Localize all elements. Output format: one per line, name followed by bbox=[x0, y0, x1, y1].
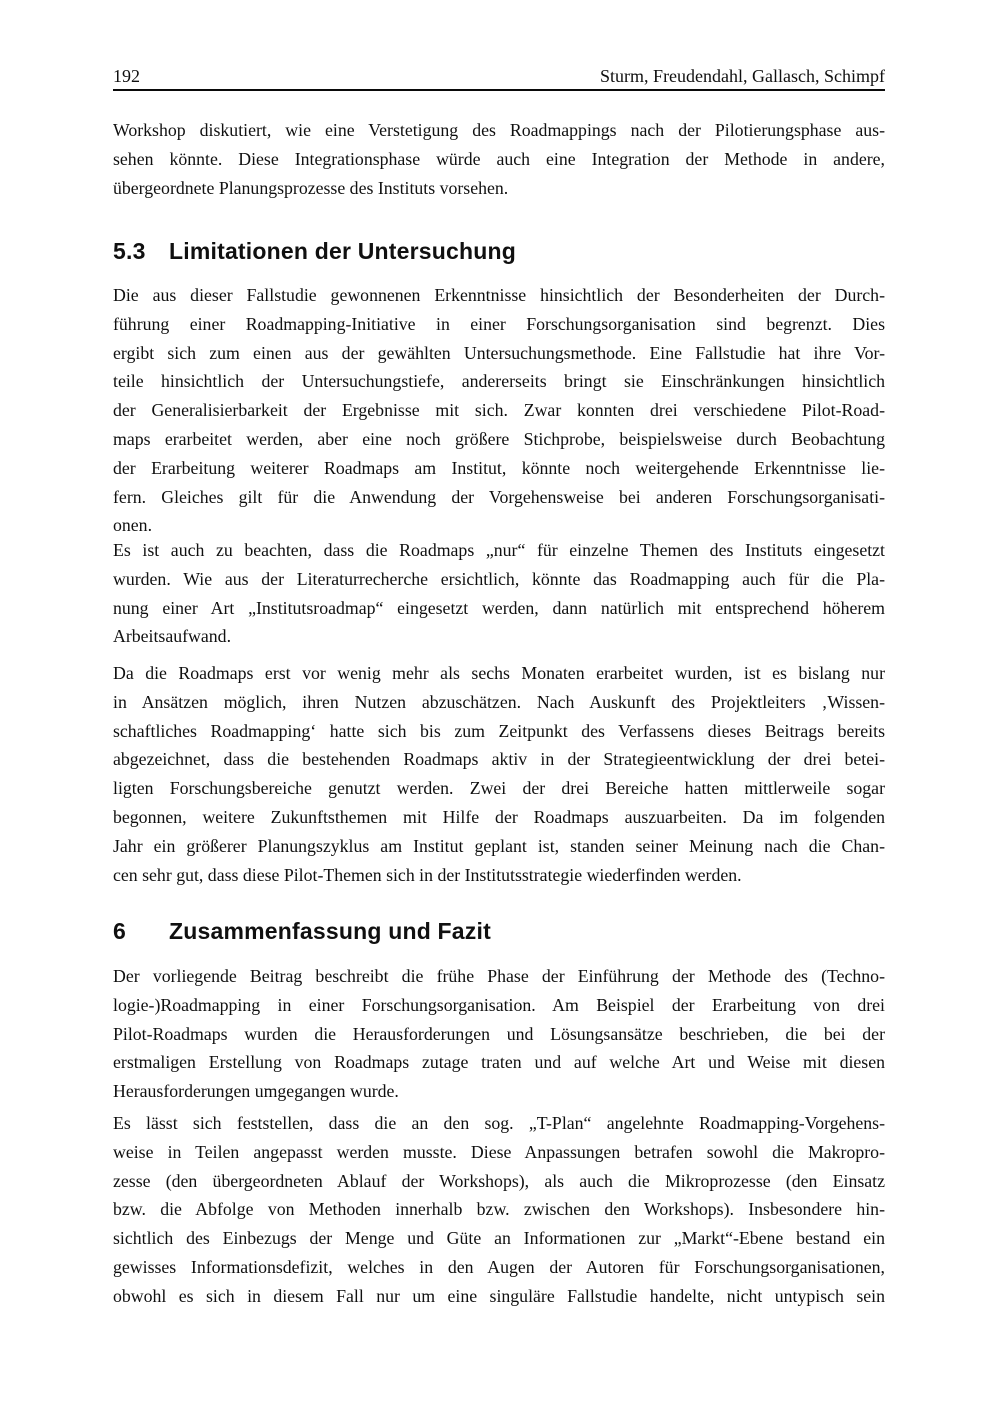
paragraph-intro bbox=[113, 116, 885, 202]
text-line: sichtlich des Einbezugs der Menge und Güte an Informationen zur „Markt“-Ebene bestand ein bbox=[113, 1228, 885, 1249]
paragraph-summary-2 bbox=[113, 1109, 885, 1311]
text-line: ligten Forschungsbereiche genutzt werden. Zwei der drei Bereiche hatten mittlerweile sogar bbox=[113, 778, 885, 799]
text-line: weise in Teilen angepasst werden musste. Diese Anpassungen betrafen sowohl die Makropro- bbox=[113, 1141, 885, 1162]
text-line: Jahr ein größerer Planungszyklus am Institut geplant ist, standen seiner Meinung nach die Chan- bbox=[113, 835, 885, 856]
text-line: fern. Gleiches gilt für die Anwendung der Vorgehensweise bei anderen Forschungsorganisati- bbox=[113, 486, 885, 507]
text-line: ergibt sich zum einen aus der gewählten Untersuchungsmethode. Eine Fallstudie hat ihre Vor- bbox=[113, 342, 885, 363]
paragraph-limitations-1 bbox=[113, 281, 885, 540]
paragraph-limitations-2 bbox=[113, 536, 885, 651]
text-line: wurden. Wie aus der Literaturrecherche ersichtlich, könnte das Roadmapping auch für die Pla- bbox=[113, 568, 885, 589]
section-title: Zusammenfassung und Fazit bbox=[169, 918, 491, 944]
text-line: obwohl es sich in diesem Fall nur um eine singuläre Fallstudie handelte, nicht untypisch sein bbox=[113, 1285, 885, 1306]
text-line: Arbeitsaufwand. bbox=[113, 626, 232, 647]
running-authors: Sturm, Freudendahl, Gallasch, Schimpf bbox=[600, 66, 885, 86]
text-line: Die aus dieser Fallstudie gewonnenen Erkenntnisse hinsichtlich der Besonderheiten der Durch- bbox=[113, 285, 885, 305]
text-line: Es lässt sich feststellen, dass die an den sog. „T-Plan“ angelehnte Roadmapping-Vorgehens- bbox=[113, 1113, 885, 1133]
section-title: Limitationen der Untersuchung bbox=[169, 238, 516, 264]
text-line: Da die Roadmaps erst vor wenig mehr als sechs Monaten erarbeitet wurden, ist es bislang nur bbox=[113, 663, 885, 683]
page-number: 192 bbox=[113, 66, 140, 86]
text-line: zesse (den übergeordneten Ablauf der Workshops), als auch die Mikroprozesse (den Einsatz bbox=[113, 1170, 885, 1191]
text-line: cen sehr gut, dass diese Pilot-Themen sich in der Institutsstrategie wiederfinden werden. bbox=[113, 864, 742, 885]
text-line: Der vorliegende Beitrag beschreibt die frühe Phase der Einführung der Methode des (Techno- bbox=[113, 966, 885, 986]
text-line: in Ansätzen möglich, ihren Nutzen abzuschätzen. Nach Auskunft des Projektleiters ‚Wissen- bbox=[113, 691, 885, 712]
text-line: gewisses Informationsdefizit, welches in den Augen der Autoren für Forschungsorganisationen, bbox=[113, 1256, 885, 1277]
text-line: Workshop diskutiert, wie eine Verstetigung des Roadmappings nach der Pilotierungsphase aus- bbox=[113, 120, 885, 140]
text-line: Herausforderungen umgegangen wurde. bbox=[113, 1081, 399, 1102]
header-rule bbox=[113, 89, 885, 91]
text-line: schaftliches Roadmapping‘ hatte sich bis zum Zeitpunkt des Verfassens dieses Beitrags bereits bbox=[113, 720, 885, 741]
paragraph-summary-1 bbox=[113, 962, 885, 1106]
text-line: teile hinsichtlich der Untersuchungstiefe, andererseits bringt sie Einschränkungen hinsichtlich bbox=[113, 371, 885, 392]
text-line: begonnen, weitere Zukunftsthemen mit Hilfe der Roadmaps auszuarbeiten. Da im folgenden bbox=[113, 806, 885, 827]
page-header bbox=[113, 66, 885, 86]
text-line: der Generalisierbarkeit der Ergebnisse mit sich. Zwar konnten drei verschiedene Pilot-Road- bbox=[113, 400, 885, 421]
text-line: sehen könnte. Diese Integrationsphase würde auch eine Integration der Methode in andere, bbox=[113, 148, 885, 169]
section-number: 6 bbox=[113, 918, 126, 944]
text-line: abgezeichnet, dass die bestehenden Roadmaps aktiv in der Strategieentwicklung der drei betei- bbox=[113, 749, 885, 770]
text-line: onen. bbox=[113, 515, 153, 536]
text-line: führung einer Roadmapping-Initiative in einer Forschungsorganisation sind begrenzt. Dies bbox=[113, 313, 885, 334]
text-line: übergeordnete Planungsprozesse des Instituts vorsehen. bbox=[113, 177, 509, 198]
text-line: logie-)Roadmapping in einer Forschungsorganisation. Am Beispiel der Erarbeitung von drei bbox=[113, 994, 885, 1015]
text-line: Pilot-Roadmaps wurden die Herausforderungen und Lösungsansätze beschrieben, die bei der bbox=[113, 1023, 885, 1044]
section-heading-6 bbox=[113, 918, 885, 945]
text-line: nung einer Art „Institutsroadmap“ eingesetzt werden, dann natürlich mit entsprechend höherem bbox=[113, 597, 885, 618]
text-line: der Erarbeitung weiterer Roadmaps am Institut, könnte noch weitergehende Erkenntnisse lie- bbox=[113, 457, 885, 478]
text-line: maps erarbeitet werden, aber eine noch größere Stichprobe, beispielsweise durch Beobachtung bbox=[113, 428, 885, 449]
paragraph-limitations-3 bbox=[113, 659, 885, 889]
text-line: bzw. die Abfolge von Methoden innerhalb bzw. zwischen den Workshops). Insbesondere hin- bbox=[113, 1199, 885, 1220]
text-line: Es ist auch zu beachten, dass die Roadmaps „nur“ für einzelne Themen des Instituts eingesetzt bbox=[113, 540, 885, 560]
text-line: erstmaligen Erstellung von Roadmaps zutage traten und auf welche Art und Weise mit diesen bbox=[113, 1052, 885, 1073]
section-heading-5-3 bbox=[113, 238, 885, 265]
section-number: 5.3 bbox=[113, 238, 146, 264]
